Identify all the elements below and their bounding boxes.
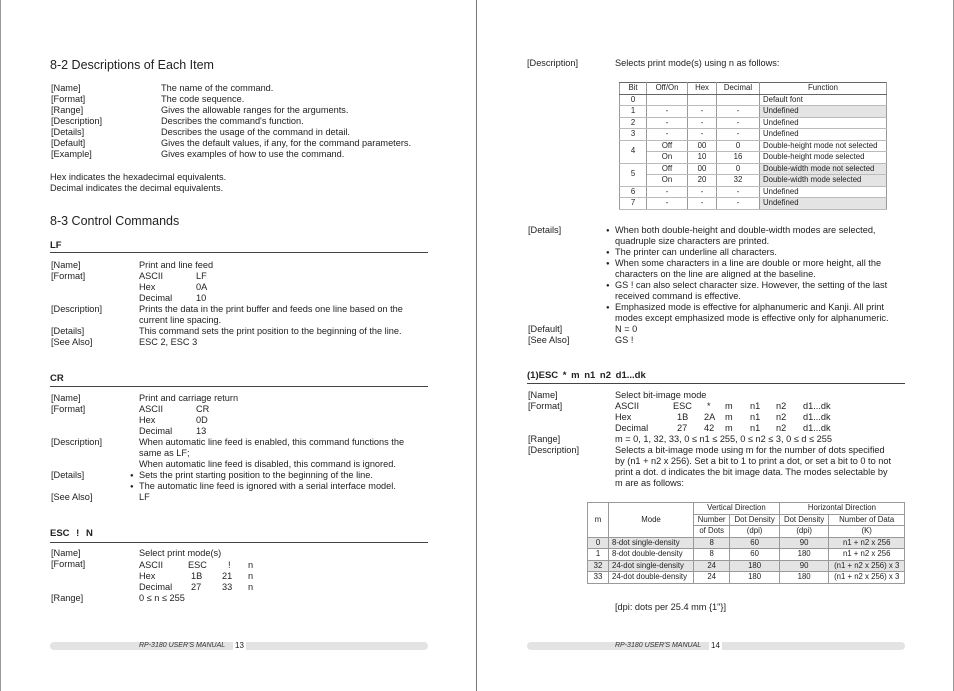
bit-table-header [620, 83, 887, 95]
escn-hex-cell: 21 [222, 571, 233, 581]
cr-hex: 0D [196, 415, 208, 425]
decimal-cell: - [717, 198, 760, 210]
cr-dec: 13 [196, 426, 207, 436]
header-horizontal: Horizontal Direction [779, 503, 904, 515]
header-v-density: Dot Density [730, 514, 780, 526]
escstar-ascii-cell: * [707, 401, 711, 411]
header-hex: Hex [688, 83, 717, 95]
header-h-density: Dot Density [779, 514, 829, 526]
header-v-dpi: (dpi) [730, 526, 780, 538]
cr-format-label: [Format] [51, 404, 86, 414]
escstar-hex-cell: m [725, 412, 733, 422]
cr-details-label: [Details] [51, 470, 85, 480]
escstar-format-label: [Format] [528, 401, 563, 411]
escstar-ascii-label: ASCII [615, 401, 639, 411]
lf-seealso-label: [See Also] [51, 337, 93, 347]
desc-item-label: [Default] [51, 138, 86, 148]
cr-desc-label: [Description] [51, 437, 103, 447]
details-bullet: ● The printer can underline all characters. [615, 247, 777, 258]
mode-table-row [588, 572, 905, 584]
escn-ascii-cell: ESC [188, 560, 207, 570]
decimal-cell: - [717, 106, 760, 118]
desc-item-text: Gives the default values, if any, for the command parameters. [161, 138, 412, 148]
cr-ascii-label: ASCII [139, 404, 163, 414]
mode-cell: 24-dot double-density [609, 572, 694, 584]
h-density-cell: 180 [779, 549, 829, 561]
function-cell: Undefined [760, 129, 887, 141]
header-of-dots: of Dots [694, 526, 730, 538]
offon-cell: Off [647, 163, 688, 175]
header-number: Number [694, 514, 730, 526]
escn-range-label: [Range] [51, 593, 84, 603]
escn-ascii-cell: ! [228, 560, 231, 570]
page-number: 13 [235, 641, 244, 650]
escstar-dec-label: Decimal [615, 423, 649, 433]
lf-format-label: [Format] [51, 271, 86, 281]
bit-cell: 4 [620, 140, 647, 163]
escstar-desc-line: m are as follows: [615, 478, 684, 488]
bit-table-row [620, 163, 887, 175]
lf-name: Print and line feed [139, 260, 214, 270]
num-data-cell: n1 + n2 x 256 [829, 549, 905, 561]
footer-text: RP-3180 USER'S MANUAL [615, 642, 702, 649]
function-cell: Double-height mode not selected [760, 140, 887, 152]
mode-table-row [588, 537, 905, 549]
details-line: received command is effective. [615, 291, 741, 301]
bit-table-row [620, 175, 887, 187]
desc-item-label: [Details] [51, 127, 85, 137]
dots-cell: 8 [694, 549, 730, 561]
hex-cell: - [688, 198, 717, 210]
escn-rule [50, 542, 428, 543]
escstar-range-label: [Range] [528, 434, 561, 444]
decimal-cell: - [717, 129, 760, 141]
escstar-hex-cell: 2A [704, 412, 716, 422]
cr-name: Print and carriage return [139, 393, 239, 403]
escn-ascii-cell: n [248, 560, 254, 570]
details-label: [Details] [528, 225, 562, 235]
decimal-cell [717, 94, 760, 106]
cr-detail-bullet: ● Sets the print starting position to the beginning of the line. [139, 470, 373, 481]
cr-dec-label: Decimal [139, 426, 173, 436]
h-density-cell: 90 [779, 560, 829, 572]
decimal-cell: 0 [717, 140, 760, 152]
escstar-title: (1)ESC * m n1 n2 d1...dk [527, 370, 646, 381]
header-vertical: Vertical Direction [694, 503, 780, 515]
bit-table [619, 82, 887, 210]
header-h-dpi: (dpi) [779, 526, 829, 538]
offon-cell: - [647, 106, 688, 118]
escn-name-label: [Name] [51, 548, 81, 558]
v-density-cell: 180 [730, 560, 780, 572]
escn-hex-cell: n [248, 571, 254, 581]
escn-title: ESC ! N [50, 528, 93, 539]
escn-hex-cell: 1B [191, 571, 203, 581]
footer-text: RP-3180 USER'S MANUAL [139, 642, 226, 649]
cr-detail-bullet: ● The automatic line feed is ignored with a serial interface model. [139, 481, 396, 492]
escstar-dec-cell: 27 [677, 423, 688, 433]
bit-cell: 1 [620, 106, 647, 118]
details-line: modes except emphasized mode is effective only for alphanumeric. [615, 313, 889, 323]
details-bullet: ● Emphasized mode is effective for alphanumeric and Kanji. All print [615, 302, 884, 313]
header-function: Function [760, 83, 887, 95]
bit-table-row [620, 152, 887, 164]
function-cell: Default font [760, 94, 887, 106]
desc-item-text: Gives examples of how to use the command. [161, 149, 345, 159]
mode-cell: 8-dot double-density [609, 549, 694, 561]
bit-cell: 5 [620, 163, 647, 186]
m-cell: 0 [588, 537, 609, 549]
offon-cell: - [647, 198, 688, 210]
escstar-hex-cell: 1B [677, 412, 689, 422]
bit-table-body [620, 83, 887, 210]
mode-cell: 8-dot single-density [609, 537, 694, 549]
escstar-hex-label: Hex [615, 412, 632, 422]
dots-cell: 24 [694, 572, 730, 584]
escstar-ascii-cell: m [725, 401, 733, 411]
escstar-hex-cell: n1 [750, 412, 761, 422]
offon-cell: Off [647, 140, 688, 152]
escstar-range: m = 0, 1, 32, 33, 0 ≤ n1 ≤ 255, 0 ≤ n2 ≤ 3, 0 ≤ d ≤ 255 [615, 434, 832, 444]
cr-seealso-label: [See Also] [51, 492, 93, 502]
escstar-dec-cell: n2 [776, 423, 787, 433]
m-cell: 32 [588, 560, 609, 572]
escn-hex-label: Hex [139, 571, 156, 581]
escstar-hex-cell: n2 [776, 412, 787, 422]
bit-table-row [620, 186, 887, 198]
escn-name: Select print mode(s) [139, 548, 222, 558]
default-label: [Default] [528, 324, 563, 334]
lf-desc-line: current line spacing. [139, 315, 222, 325]
escstar-desc-line: print a dot. d indicates the bit image data. The modes selectable by [615, 467, 888, 477]
escn-dec-cell: 33 [222, 582, 233, 592]
desc-item-text: The code sequence. [161, 94, 245, 104]
mode-table-row [588, 549, 905, 561]
escstar-dec-cell: m [725, 423, 733, 433]
bit-cell: 6 [620, 186, 647, 198]
escstar-ascii-cell: d1...dk [803, 401, 831, 411]
dpi-note: [dpi: dots per 25.4 mm {1"}] [615, 602, 727, 612]
cr-desc-line: When automatic line feed is disabled, this command is ignored. [139, 459, 396, 469]
num-data-cell: (n1 + n2 x 256) x 3 [829, 572, 905, 584]
lf-rule [50, 252, 428, 253]
function-cell: Undefined [760, 106, 887, 118]
lf-seealso: ESC 2, ESC 3 [139, 337, 198, 347]
desc-item-text: Describes the command's function. [161, 116, 304, 126]
desc-item-label: [Example] [51, 149, 92, 159]
offon-cell: On [647, 175, 688, 187]
decimal-cell: 0 [717, 163, 760, 175]
bit-table-row [620, 94, 887, 106]
escstar-dec-cell: 42 [704, 423, 715, 433]
desc-label: [Description] [527, 58, 579, 68]
escstar-desc-label: [Description] [528, 445, 580, 455]
escstar-dec-cell: d1...dk [803, 423, 831, 433]
m-cell: 33 [588, 572, 609, 584]
num-data-cell: (n1 + n2 x 256) x 3 [829, 560, 905, 572]
function-cell: Double-width mode selected [760, 175, 887, 187]
mode-header-row [588, 503, 905, 515]
lf-ascii: LF [196, 271, 207, 281]
v-density-cell: 180 [730, 572, 780, 584]
decimal-cell: - [717, 186, 760, 198]
header-m: m [588, 503, 609, 538]
dots-cell: 8 [694, 537, 730, 549]
hex-cell: - [688, 129, 717, 141]
offon-cell: On [647, 152, 688, 164]
cr-name-label: [Name] [51, 393, 81, 403]
escstar-ascii-cell: n1 [750, 401, 761, 411]
decimal-cell: - [717, 117, 760, 129]
dots-cell: 24 [694, 560, 730, 572]
bit-cell: 3 [620, 129, 647, 141]
escstar-desc-line: by (n1 + n2 x 256). Set a bit to 1 to print a dot, or set a bit to 0 to not [615, 456, 892, 466]
bit-table-row [620, 140, 887, 152]
desc-item-text: The name of the command. [161, 83, 274, 93]
lf-details: This command sets the print position to the beginning of the line. [139, 326, 402, 336]
cr-desc-line: same as LF; [139, 448, 190, 458]
cr-hex-label: Hex [139, 415, 156, 425]
offon-cell: - [647, 186, 688, 198]
cr-desc-line: When automatic line feed is enabled, this command functions the [139, 437, 405, 447]
m-cell: 1 [588, 549, 609, 561]
hex-cell: 00 [688, 163, 717, 175]
escstar-desc-line: Selects a bit-image mode using m for the number of dots specified [615, 445, 885, 455]
decimal-cell: 16 [717, 152, 760, 164]
hex-cell: 20 [688, 175, 717, 187]
heading-control-commands: 8-3 Control Commands [50, 214, 180, 228]
header-bit: Bit [620, 83, 647, 95]
details-line: quadruple size characters are printed. [615, 236, 770, 246]
desc-item-text: Describes the usage of the command in detail. [161, 127, 350, 137]
hex-cell: 10 [688, 152, 717, 164]
details-bullet: ● GS ! can also select character size. However, the setting of the last [615, 280, 887, 291]
escstar-rule [527, 383, 905, 384]
hex-cell: - [688, 117, 717, 129]
mode-cell: 24-dot single-density [609, 560, 694, 572]
escstar-ascii-cell: ESC [673, 401, 692, 411]
function-cell: Undefined [760, 186, 887, 198]
lf-hex-label: Hex [139, 282, 156, 292]
desc-item-label: [Description] [51, 116, 103, 126]
function-cell: Undefined [760, 198, 887, 210]
escn-dec-label: Decimal [139, 582, 173, 592]
hex-cell: - [688, 186, 717, 198]
function-cell: Double-height mode selected [760, 152, 887, 164]
lf-hex: 0A [196, 282, 208, 292]
offon-cell [647, 94, 688, 106]
details-bullet: ● When both double-height and double-width modes are selected, [615, 225, 876, 236]
cr-ascii: CR [196, 404, 210, 414]
header-decimal: Decimal [717, 83, 760, 95]
bit-cell: 7 [620, 198, 647, 210]
bit-table-row [620, 106, 887, 118]
v-density-cell: 60 [730, 549, 780, 561]
lf-details-label: [Details] [51, 326, 85, 336]
lf-desc-line: Prints the data in the print buffer and feeds one line based on the [139, 304, 403, 314]
escstar-name-label: [Name] [528, 390, 558, 400]
desc-item-label: [Range] [51, 105, 84, 115]
mode-table-row [588, 560, 905, 572]
heading-descriptions: 8-2 Descriptions of Each Item [50, 58, 214, 72]
num-data-cell: n1 + n2 x 256 [829, 537, 905, 549]
hex-cell [688, 94, 717, 106]
header-offon: Off/On [647, 83, 688, 95]
desc-text: Selects print mode(s) using n as follows: [615, 58, 780, 68]
header-k: (K) [829, 526, 905, 538]
v-density-cell: 60 [730, 537, 780, 549]
escn-dec-cell: 27 [191, 582, 202, 592]
bit-cell: 0 [620, 94, 647, 106]
escn-format-label: [Format] [51, 559, 86, 569]
h-density-cell: 180 [779, 572, 829, 584]
lf-ascii-label: ASCII [139, 271, 163, 281]
escn-dec-cell: n [248, 582, 254, 592]
seealso-label: [See Also] [528, 335, 570, 345]
bit-table-row [620, 117, 887, 129]
lf-title: LF [50, 240, 62, 251]
h-density-cell: 90 [779, 537, 829, 549]
decimal-note: Decimal indicates the decimal equivalents. [50, 183, 224, 193]
offon-cell: - [647, 129, 688, 141]
bit-cell: 2 [620, 117, 647, 129]
bit-table-row [620, 129, 887, 141]
cr-seealso: LF [139, 492, 150, 502]
hex-cell: 00 [688, 140, 717, 152]
lf-dec-label: Decimal [139, 293, 173, 303]
cr-title: CR [50, 373, 64, 384]
escn-ascii-label: ASCII [139, 560, 163, 570]
hex-note: Hex indicates the hexadecimal equivalents. [50, 172, 227, 182]
desc-item-label: [Format] [51, 94, 86, 104]
seealso-value: GS ! [615, 335, 634, 345]
desc-item-label: [Name] [51, 83, 81, 93]
function-cell: Double-width mode not selected [760, 163, 887, 175]
cr-rule [50, 386, 428, 387]
right-page [477, 0, 954, 691]
header-num-data: Number of Data [829, 514, 905, 526]
lf-dec: 10 [196, 293, 207, 303]
escn-range: 0 ≤ n ≤ 255 [139, 593, 185, 603]
default-value: N = 0 [615, 324, 638, 334]
lf-desc-label: [Description] [51, 304, 103, 314]
function-cell: Undefined [760, 117, 887, 129]
header-mode: Mode [609, 503, 694, 538]
lf-name-label: [Name] [51, 260, 81, 270]
escstar-name: Select bit-image mode [615, 390, 707, 400]
escstar-hex-cell: d1...dk [803, 412, 831, 422]
details-line: characters on the line are aligned at the baseline. [615, 269, 816, 279]
hex-cell: - [688, 106, 717, 118]
decimal-cell: 32 [717, 175, 760, 187]
mode-table-body [588, 503, 905, 584]
bit-table-row [620, 198, 887, 210]
mode-table [587, 502, 905, 584]
desc-item-text: Gives the allowable ranges for the arguments. [161, 105, 349, 115]
page-number: 14 [711, 641, 720, 650]
details-bullet: ● When some characters in a line are double or more height, all the [615, 258, 881, 269]
escstar-ascii-cell: n2 [776, 401, 787, 411]
offon-cell: - [647, 117, 688, 129]
escstar-dec-cell: n1 [750, 423, 761, 433]
